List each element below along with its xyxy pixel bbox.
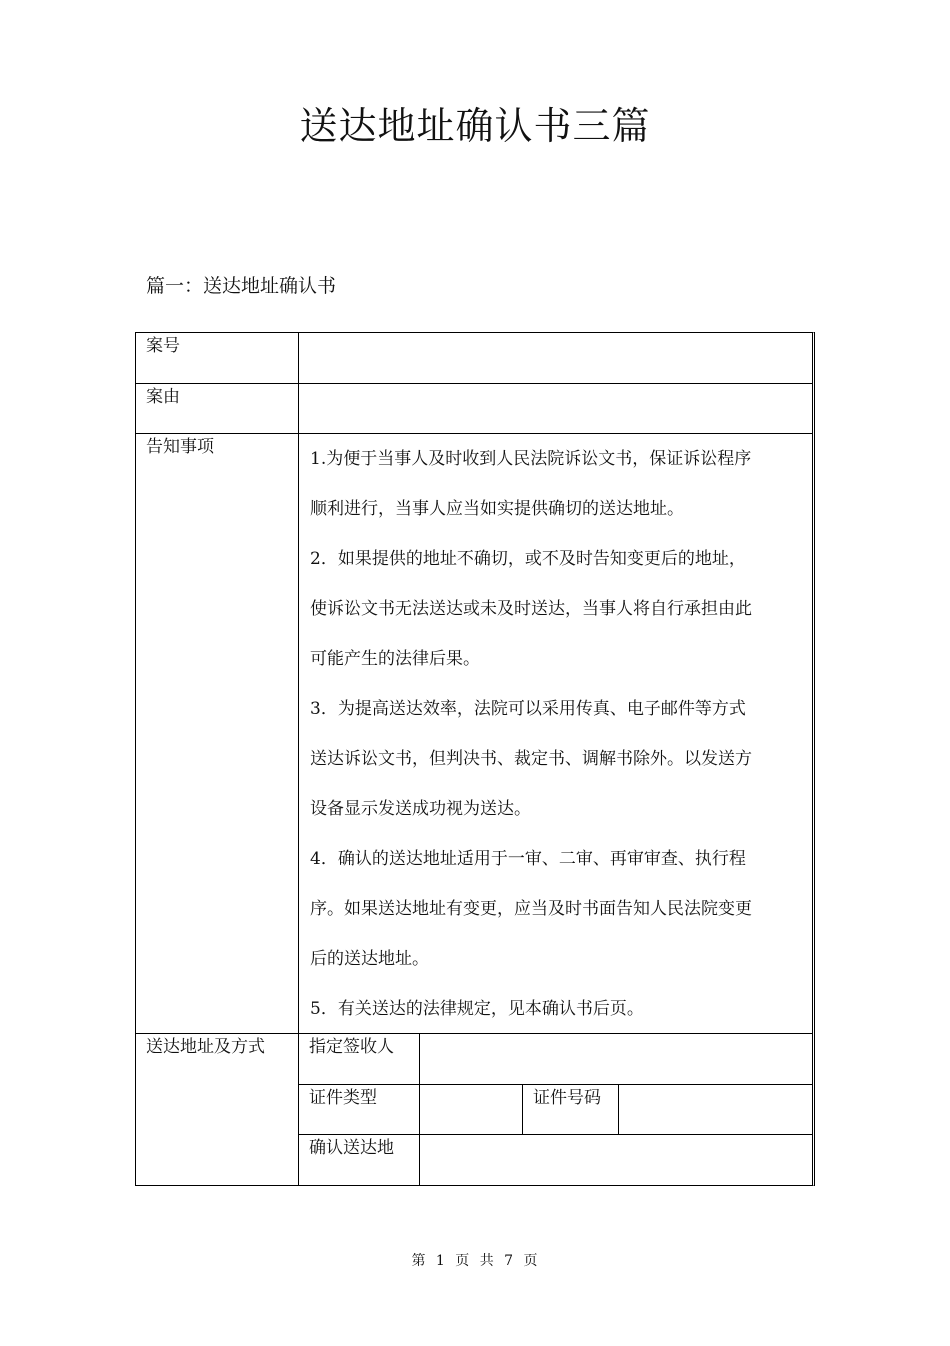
confirmed-address-label: 确认送达地 — [299, 1135, 420, 1186]
confirmed-address-field[interactable] — [420, 1135, 812, 1186]
document-title: 送达地址确认书三篇 — [299, 104, 651, 148]
confirmed-address-row — [299, 1135, 812, 1186]
notice-line: 5．有关送达的法律规定，见本确认书后页。 — [310, 999, 644, 1019]
notice-line: 3．为提高送达效率，法院可以采用传真、电子邮件等方式 — [310, 699, 746, 719]
case-cause-label: 案由 — [136, 384, 299, 433]
notice-line: 可能产生的法律后果。 — [310, 649, 480, 669]
id-row — [299, 1085, 812, 1135]
notice-row — [136, 434, 812, 1034]
notice-body — [299, 434, 812, 1033]
case-number-label: 案号 — [136, 333, 299, 383]
case-number-row — [136, 333, 812, 384]
notice-line: 4．确认的送达地址适用于一审、二审、再审审查、执行程 — [310, 849, 746, 869]
page-indicator: 第 1 页 共 7 页 — [411, 1253, 539, 1269]
notice-line: 后的送达地址。 — [310, 949, 429, 969]
id-type-field[interactable] — [420, 1085, 523, 1134]
notice-line: 1.为便于当事人及时收到人民法院诉讼文书，保证诉讼程序 — [310, 449, 752, 469]
case-cause-row — [136, 384, 812, 434]
designated-recipient-label: 指定签收人 — [299, 1034, 420, 1084]
id-number-label: 证件号码 — [523, 1085, 619, 1134]
address-row — [136, 1034, 812, 1186]
case-number-field[interactable] — [299, 333, 812, 383]
designated-recipient-row — [299, 1034, 812, 1085]
notice-line: 序。如果送达地址有变更，应当及时书面告知人民法院变更 — [310, 899, 752, 919]
designated-recipient-field[interactable] — [420, 1034, 812, 1084]
notice-label: 告知事项 — [136, 434, 299, 1033]
id-type-label: 证件类型 — [299, 1085, 420, 1134]
address-confirmation-form — [135, 332, 815, 1186]
notice-line: 顺利进行，当事人应当如实提供确切的送达地址。 — [310, 499, 684, 519]
notice-line: 送达诉讼文书，但判决书、裁定书、调解书除外。以发送方 — [310, 749, 752, 769]
notice-line: 设备显示发送成功视为送达。 — [310, 799, 531, 819]
notice-line: 使诉讼文书无法送达或未及时送达，当事人将自行承担由此 — [310, 599, 752, 619]
id-number-field[interactable] — [619, 1085, 812, 1134]
notice-line: 2．如果提供的地址不确切，或不及时告知变更后的地址， — [310, 549, 746, 569]
case-cause-field[interactable] — [299, 384, 812, 433]
address-section-label: 送达地址及方式 — [136, 1034, 299, 1186]
section-heading: 篇一：送达地址确认书 — [146, 275, 337, 297]
address-subtable — [299, 1034, 812, 1186]
